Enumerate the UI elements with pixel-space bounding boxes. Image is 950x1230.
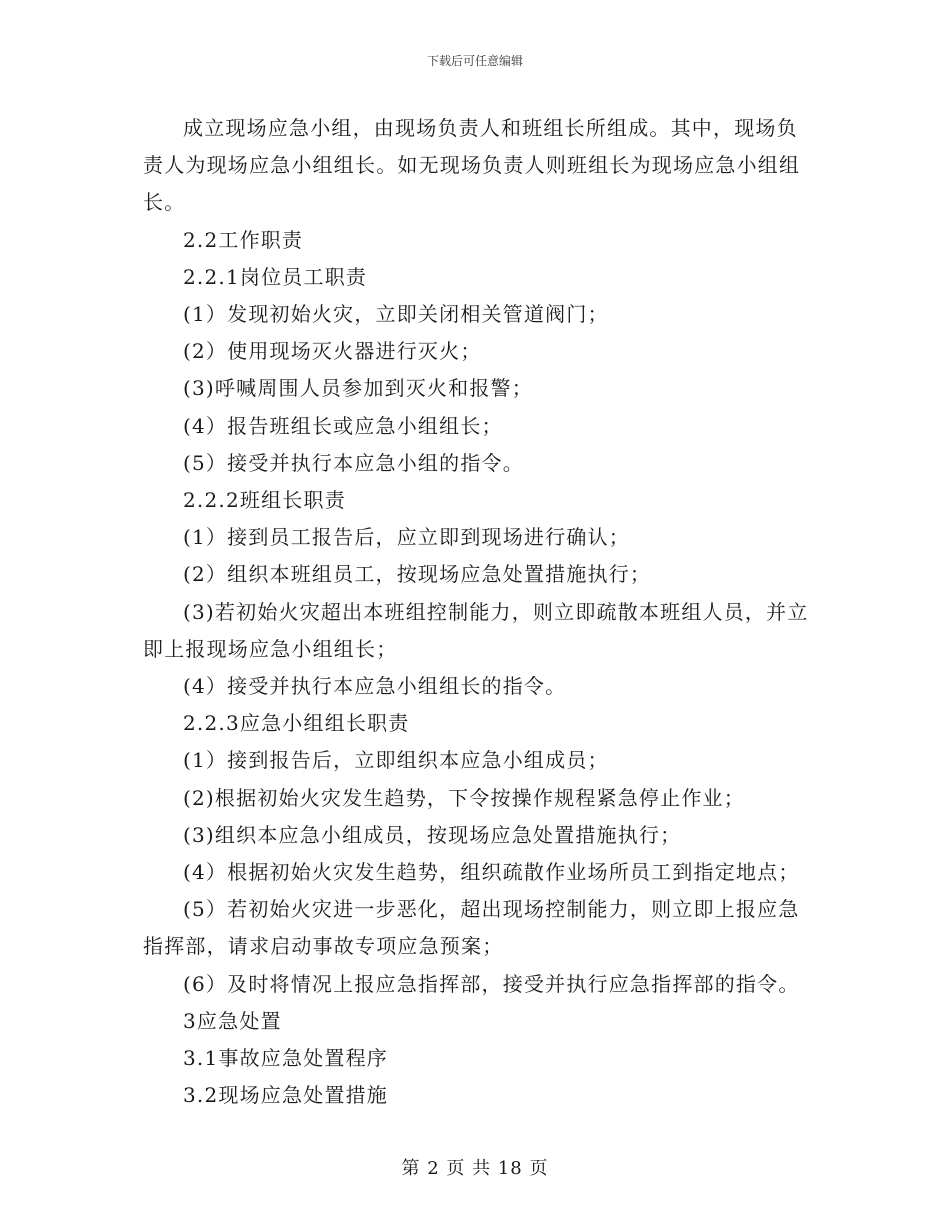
list-item: (1）接到报告后，立即组织本应急小组成员； <box>183 748 609 773</box>
list-item: (6）及时将情况上报应急指挥部，接受并执行应急指挥部的指令。 <box>183 971 800 996</box>
list-item: (4）根据初始火灾发生趋势，组织疏散作业场所员工到指定地点； <box>183 860 800 885</box>
list-item: (2）组织本班组员工，按现场应急处置措施执行； <box>183 562 652 587</box>
subsection-heading: 3.1事故应急处置程序 <box>183 1046 389 1071</box>
list-item: (1）接到员工报告后，应立即到现场进行确认； <box>183 525 630 550</box>
document-body <box>143 110 813 1114</box>
list-item: (2）使用现场灭火器进行灭火； <box>183 339 482 364</box>
subsection-heading: 3.2现场应急处置措施 <box>183 1083 389 1108</box>
section-heading: 3应急处置 <box>183 1008 282 1033</box>
paragraph: 成立现场应急小组，由现场负责人和班组长所组成。其中，现场负责人为现场应急小组组长。如无现场负责人则班组长为现场应急小组组长。 <box>143 116 801 215</box>
subsection-heading: 2.2.1岗位员工职责 <box>183 264 368 289</box>
list-item: (3)组织本应急小组成员，按现场应急处置措施执行； <box>183 822 682 847</box>
page-number: 第 2 页 共 18 页 <box>401 1158 549 1179</box>
list-item: (1）发现初始火灾，立即关闭相关管道阀门； <box>183 302 609 327</box>
list-item: (3)若初始火灾超出本班组控制能力，则立即疏散本班组人员，并立即上报现场应急小组组长； <box>143 599 809 661</box>
list-item: (3)呼喊周围人员参加到灭火和报警； <box>183 376 533 401</box>
list-item: (5）若初始火灾进一步恶化，超出现场控制能力，则立即上报应急指挥部，请求启动事故专项应急预案； <box>143 897 800 959</box>
section-heading: 2.2工作职责 <box>183 227 304 252</box>
page-header: 下载后可任意编辑 <box>426 54 523 68</box>
list-item: (4）接受并执行本应急小组组长的指令。 <box>183 674 567 699</box>
subsection-heading: 2.2.2班组长职责 <box>183 488 346 513</box>
subsection-heading: 2.2.3应急小组组长职责 <box>183 711 410 736</box>
list-item: (4）报告班组长或应急小组组长； <box>183 413 503 438</box>
list-item: (2)根据初始火灾发生趋势，下令按操作规程紧急停止作业； <box>183 785 745 810</box>
list-item: (5）接受并执行本应急小组的指令。 <box>183 450 524 475</box>
